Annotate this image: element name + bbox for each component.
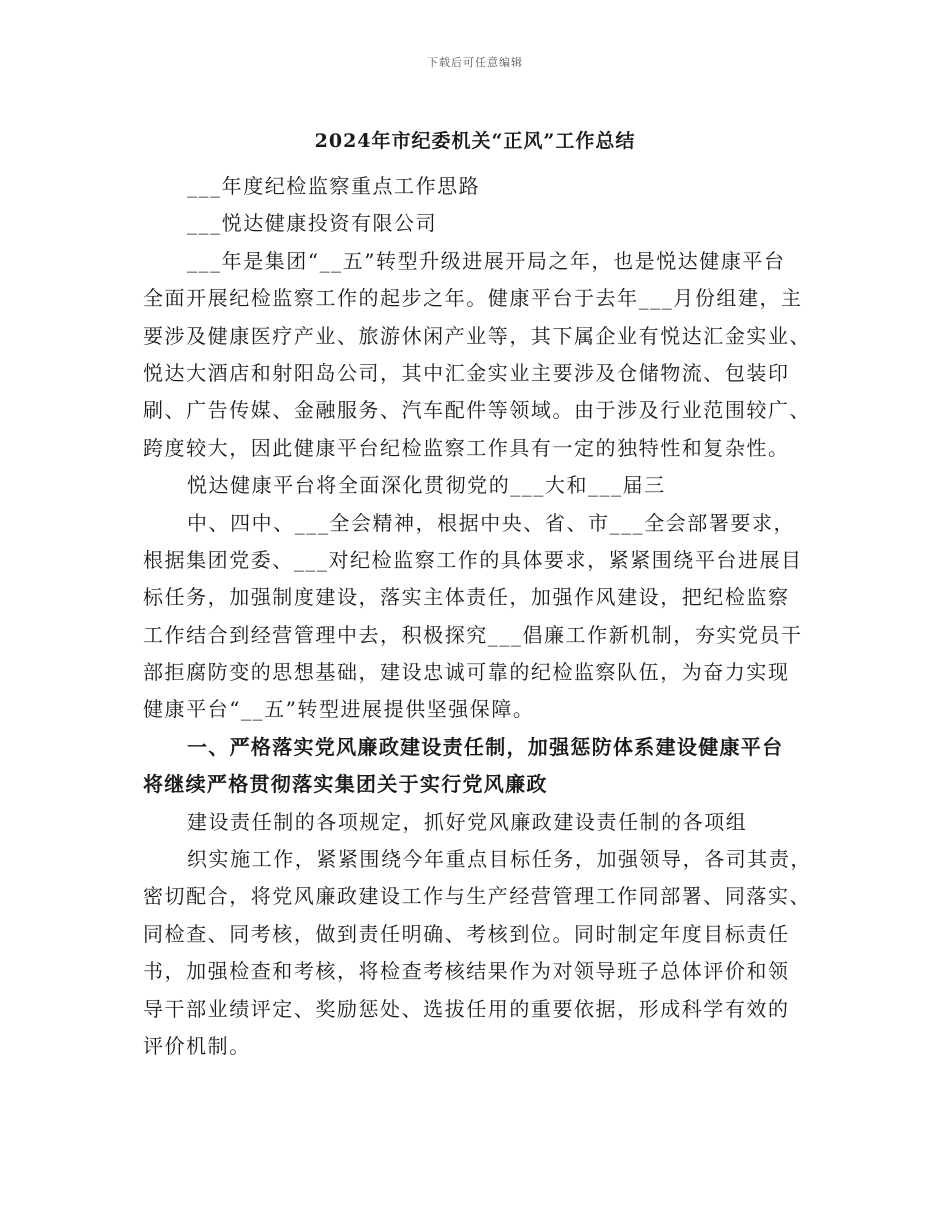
paragraph-line: ___年是集团“__五”转型升级进展开局之年，也是悦达健康平台 — [187, 248, 786, 273]
paragraph-line: 悦达大酒店和射阳岛公司，其中汇金实业主要涉及仓储物流、包装印 — [143, 360, 790, 385]
paragraph-line: 书，加强检查和考核，将检查考核结果作为对领导班子总体评价和领 — [143, 959, 790, 984]
paragraph-line: 密切配合，将党风廉政建设工作与生产经营管理工作同部署、同落实、 — [143, 884, 812, 909]
paragraph-line: 标任务，加强制度建设，落实主体责任，加强作风建设，把纪检监察 — [143, 585, 790, 610]
paragraph-line: 导干部业绩评定、奖励惩处、选拔任用的重要依据，形成科学有效的 — [143, 996, 790, 1021]
paragraph-line: 全面开展纪检监察工作的起步之年。健康平台于去年___月份组建，主 — [143, 286, 803, 311]
paragraph-line: 根据集团党委、___对纪检监察工作的具体要求，紧紧围绕平台进展目 — [143, 547, 803, 572]
paragraph-line: 织实施工作，紧紧围绕今年重点目标任务，加强领导，各司其责， — [187, 847, 812, 872]
section-heading-line: 将继续严格贯彻落实集团关于实行党风廉政 — [143, 772, 548, 797]
paragraph-line: 建设责任制的各项规定，抓好党风廉政建设责任制的各项组 — [187, 809, 748, 834]
document-title: 2024年市纪委机关“正风”工作总结 — [314, 130, 636, 152]
paragraph-line: 同检查、同考核，做到责任明确、考核到位。同时制定年度目标责任 — [143, 921, 790, 946]
section-heading-line: 一、严格落实党风廉政建设责任制，加强惩防体系建设健康平台 — [187, 734, 784, 759]
paragraph-line: 部拒腐防变的思想基础，建设忠诚可靠的纪检监察队伍，为奋力实现 — [143, 660, 790, 685]
paragraph-line: 工作结合到经营管理中去，积极探究___倡廉工作新机制，夯实党员干 — [143, 622, 803, 647]
paragraph-line: ___年度纪检监察重点工作思路 — [187, 174, 481, 198]
paragraph-line: 悦达健康平台将全面深化贯彻党的___大和___届三 — [187, 473, 666, 498]
paragraph-line: 中、四中、___全会精神，根据中央、省、市___全会部署要求， — [187, 510, 796, 535]
paragraph-line: 健康平台“__五”转型进展提供坚强保障。 — [143, 697, 535, 722]
paragraph-line: 要涉及健康医疗产业、旅游休闲产业等，其下属企业有悦达汇金实业、 — [143, 323, 812, 348]
paragraph-line: 跨度较大，因此健康平台纪检监察工作具有一定的独特性和复杂性。 — [143, 435, 790, 460]
header-note: 下载后可任意编辑 — [427, 56, 523, 69]
document-body — [143, 168, 818, 1065]
paragraph-line: ___悦达健康投资有限公司 — [187, 211, 438, 236]
paragraph-line: 评价机制。 — [143, 1033, 251, 1058]
paragraph-line: 刷、广告传媒、金融服务、汽车配件等领域。由于涉及行业范围较广、 — [143, 398, 812, 423]
